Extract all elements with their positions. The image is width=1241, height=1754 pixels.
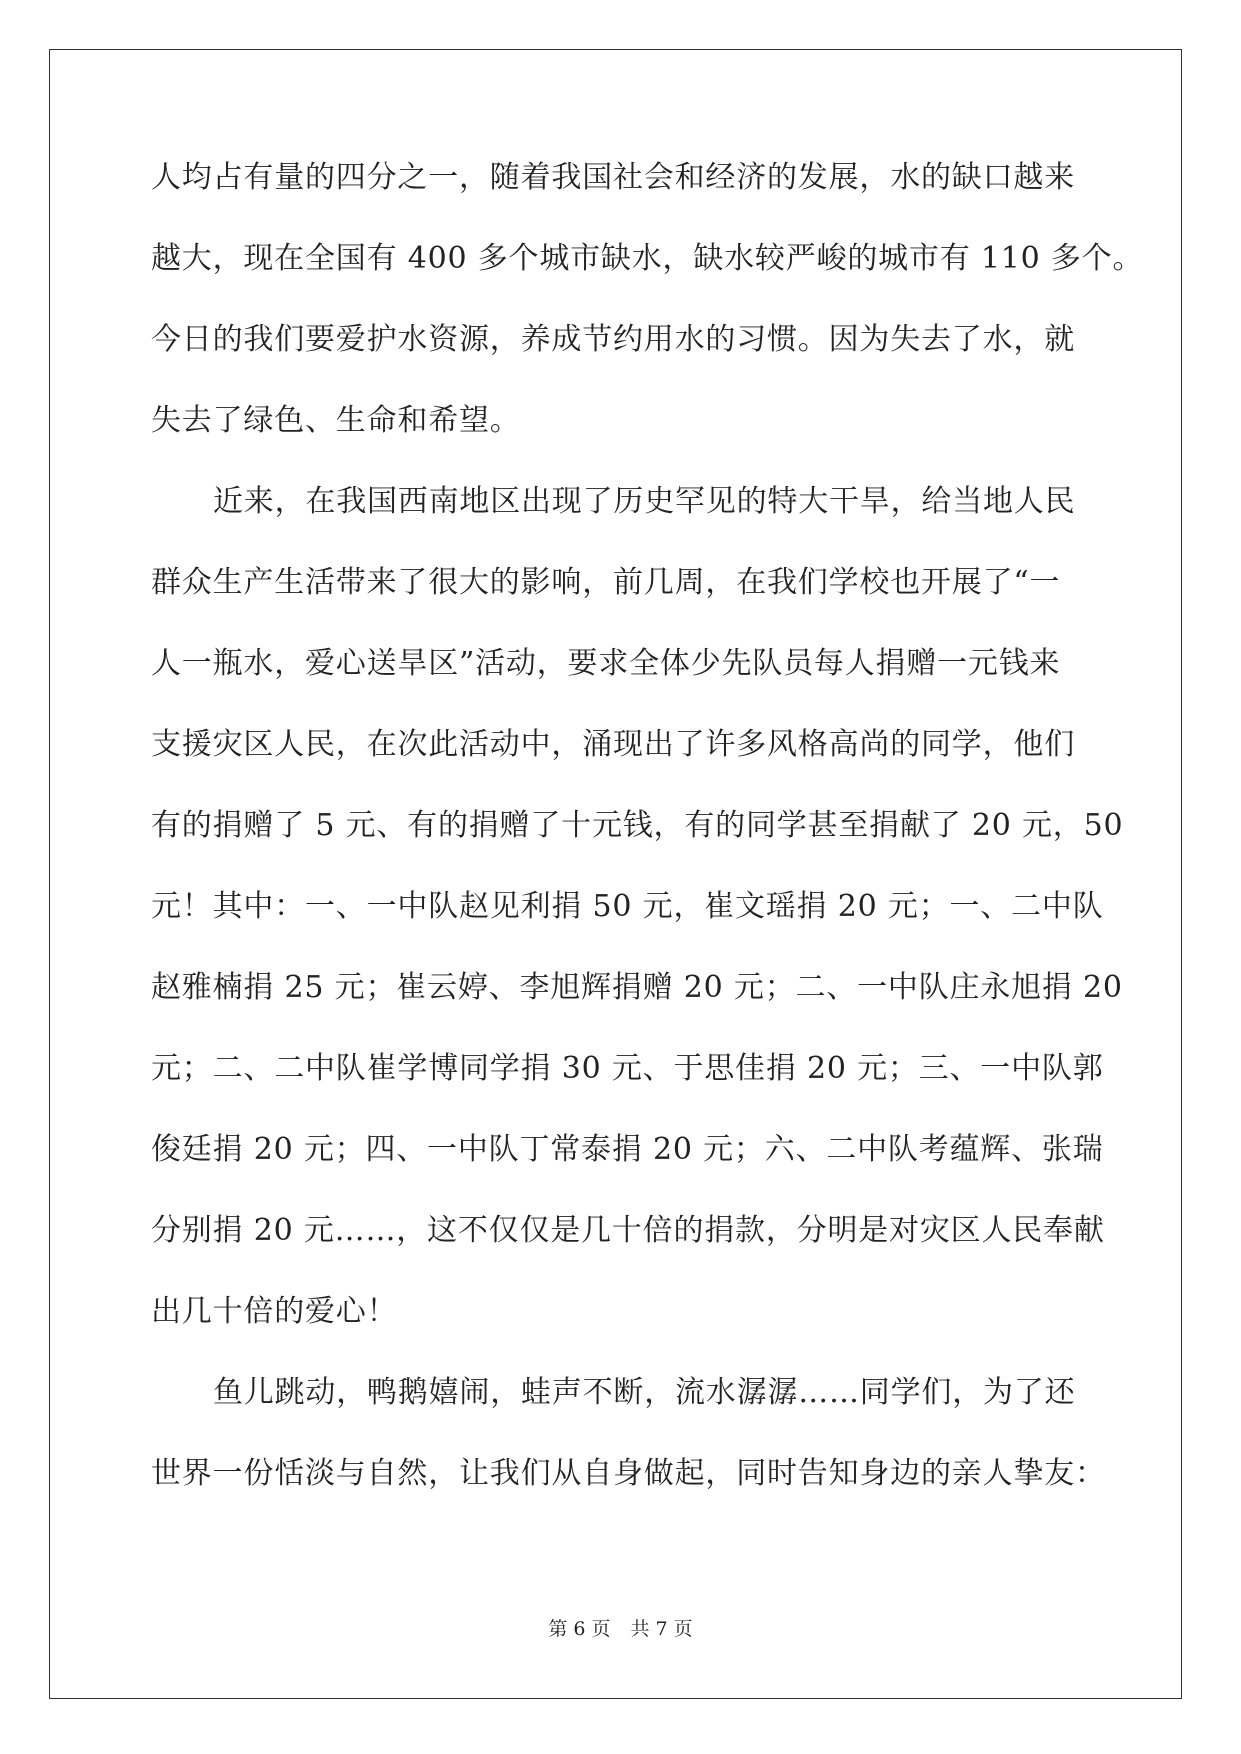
text-line: 越大，现在全国有 400 多个城市缺水，缺水较严峻的城市有 110 多个。 [151,241,1144,276]
text-line: 元；二、二中队崔学博同学捐 30 元、于思佳捐 20 元；三、一中队郭 [151,1051,1104,1086]
text-line: 今日的我们要爱护水资源，养成节约用水的习惯。因为失去了水，就 [151,322,1075,357]
text-line: 出几十倍的爱心！ [151,1294,398,1329]
text-line: 近来，在我国西南地区出现了历史罕见的特大干旱，给当地人民 [213,484,1076,519]
page-number-current: 第 6 页 [548,1618,611,1640]
text-line: 群众生产生活带来了很大的影响，前几周，在我们学校也开展了“一 [151,565,1061,600]
page-number-total: 共 7 页 [630,1618,693,1640]
document-body [151,160,1144,1540]
text-line: 失去了绿色、生命和希望。 [151,403,521,438]
text-line: 支援灾区人民，在次此活动中，涌现出了许多风格高尚的同学，他们 [151,727,1075,762]
text-line: 鱼儿跳动，鸭鹅嬉闹，蛙声不断，流水潺潺……同学们，为了还 [213,1375,1076,1410]
text-line: 有的捐赠了 5 元、有的捐赠了十元钱，有的同学甚至捐献了 20 元，50 [151,808,1124,843]
text-line: 世界一份恬淡与自然，让我们从自身做起，同时告知身边的亲人挚友： [151,1456,1106,1491]
text-line: 元！其中：一、一中队赵见利捐 50 元，崔文瑶捐 20 元；一、二中队 [151,889,1104,924]
text-line: 人一瓶水，爱心送旱区”活动，要求全体少先队员每人捐赠一元钱来 [151,646,1061,681]
text-line: 俊廷捐 20 元；四、一中队丁常泰捐 20 元；六、二中队考蕴辉、张瑞 [151,1132,1104,1167]
text-line: 分别捐 20 元……，这不仅仅是几十倍的捐款，分明是对灾区人民奉献 [151,1213,1105,1248]
page-footer [0,1618,1241,1640]
text-line: 人均占有量的四分之一，随着我国社会和经济的发展，水的缺口越来 [151,160,1075,195]
text-line: 赵雅楠捐 25 元；崔云婷、李旭辉捐赠 20 元；二、一中队庄永旭捐 20 [151,970,1123,1005]
